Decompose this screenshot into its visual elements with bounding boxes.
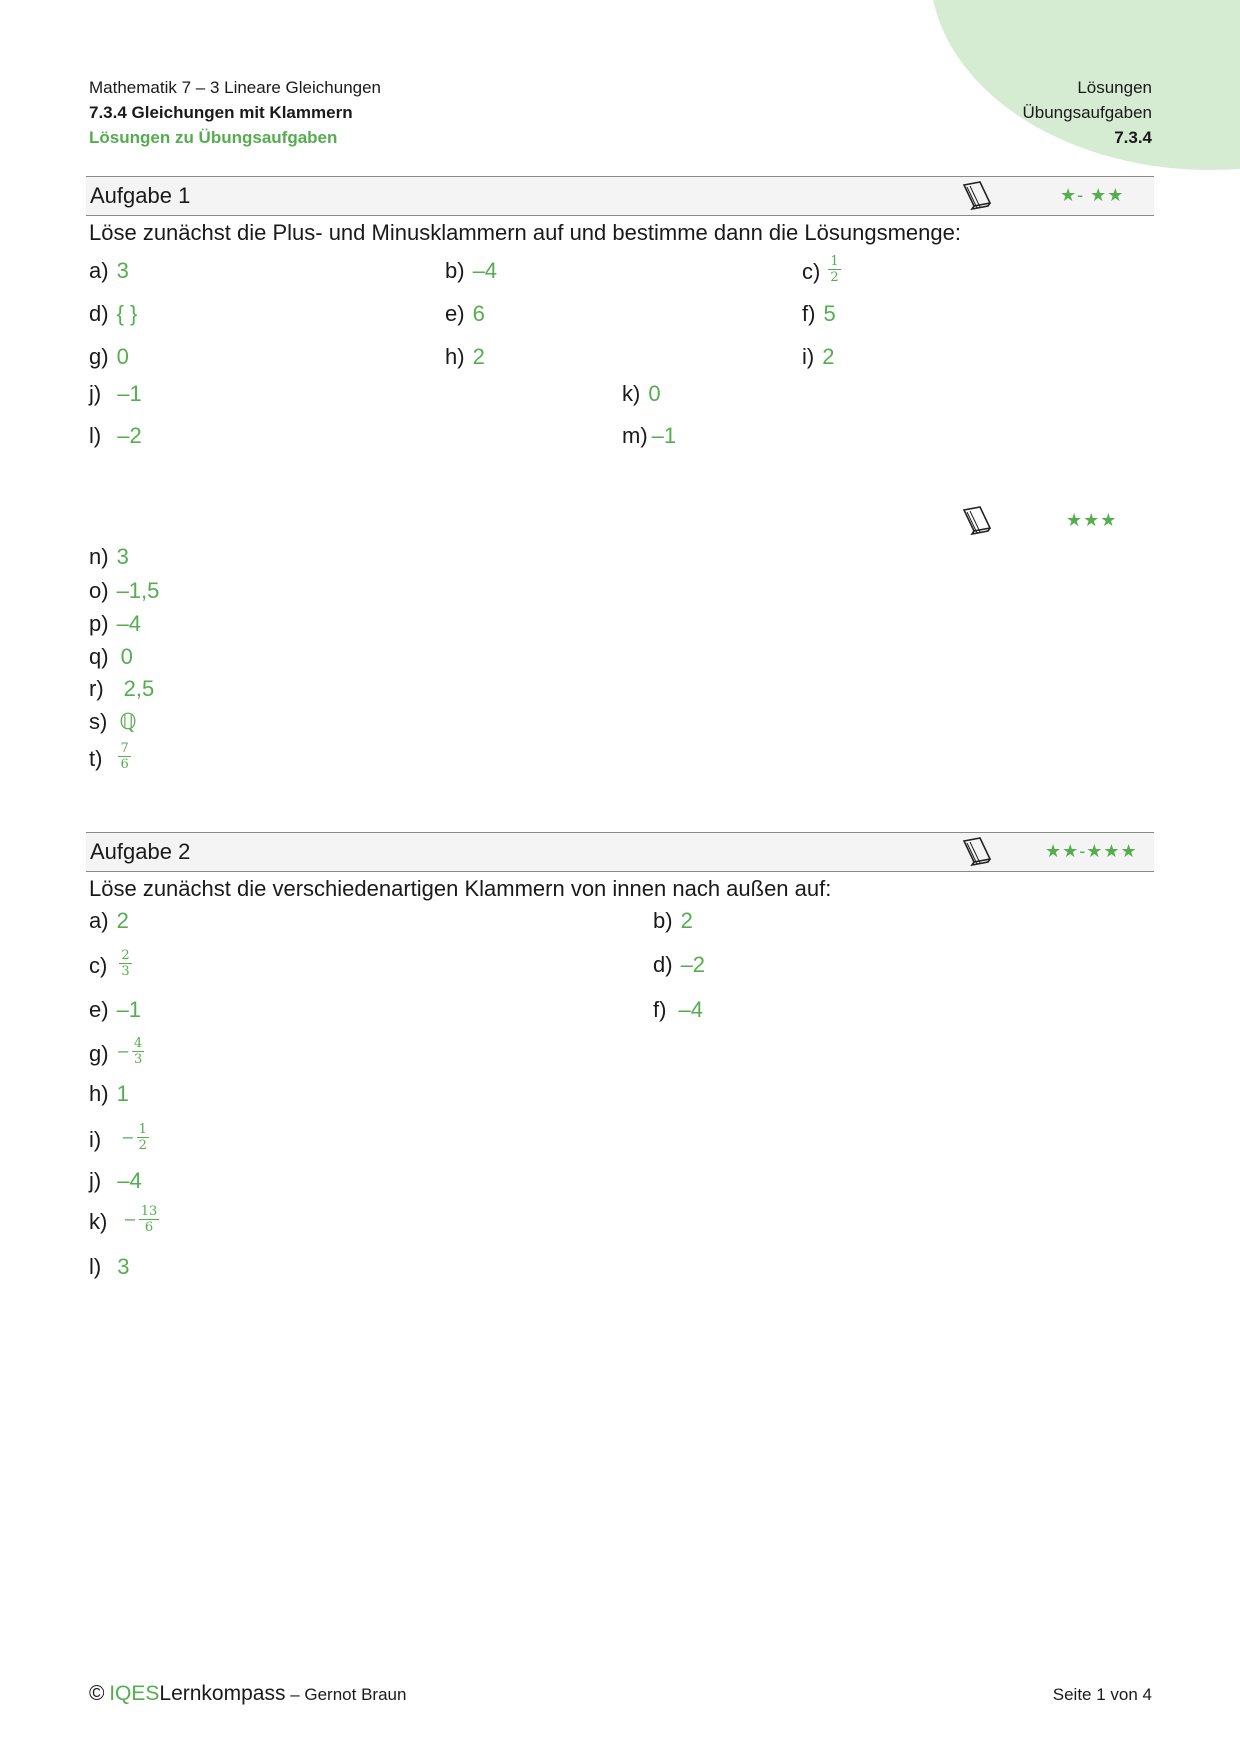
task1-difficulty-stars-2: ★★★ bbox=[1066, 510, 1118, 530]
book-icon bbox=[960, 835, 996, 869]
list-item: n) 3 bbox=[89, 544, 129, 569]
task2-title: Aufgabe 2 bbox=[90, 839, 191, 864]
list-item: j) –4 bbox=[89, 1168, 142, 1193]
header-left bbox=[89, 75, 381, 150]
list-item: b) 2 bbox=[653, 908, 693, 933]
book-icon bbox=[960, 504, 996, 538]
list-item: c) $\frac{2}{3}$ bbox=[89, 948, 130, 979]
list-item: k) 0 bbox=[622, 381, 661, 406]
list-item: i) 2 bbox=[802, 344, 835, 369]
list-item: m) –1 bbox=[622, 423, 677, 448]
list-item: e) 6 bbox=[445, 301, 485, 326]
list-item: g) − $\frac{4}{3}$ bbox=[89, 1036, 143, 1067]
book-icon bbox=[960, 179, 996, 213]
task2-difficulty-stars: ★★-★★★ bbox=[1045, 841, 1138, 861]
list-item: t) $\frac{7}{6}$ bbox=[89, 741, 129, 772]
footer-author: – Gernot Braun bbox=[290, 1685, 407, 1704]
copyright-symbol: © bbox=[89, 1682, 105, 1705]
page-subtitle: Lösungen zu Übungsaufgaben bbox=[89, 128, 338, 147]
list-item: j) –1 bbox=[89, 381, 142, 406]
fraction: $\frac{13}{6}$ bbox=[140, 1204, 158, 1235]
list-item: a) 3 bbox=[89, 258, 129, 283]
list-item: c) $\frac{1}{2}$ bbox=[802, 254, 839, 285]
list-item: e) –1 bbox=[89, 997, 142, 1022]
list-item: l) –2 bbox=[89, 423, 142, 448]
list-item: d) { } bbox=[89, 301, 138, 326]
list-item: p) –4 bbox=[89, 611, 142, 636]
brand-lernkompass: Lernkompass bbox=[159, 1682, 286, 1705]
page-number: Seite 1 von 4 bbox=[1052, 1685, 1152, 1704]
list-item: b) –4 bbox=[445, 258, 498, 283]
list-item: l) 3 bbox=[89, 1254, 130, 1279]
course-title: Mathematik 7 – 3 Lineare Gleichungen bbox=[89, 78, 382, 97]
section-title: 7.3.4 Gleichungen mit Klammern bbox=[89, 103, 353, 122]
list-item: a) 2 bbox=[89, 908, 129, 933]
list-item: i) − $\frac{1}{2}$ bbox=[89, 1122, 147, 1153]
list-item: d) –2 bbox=[653, 952, 706, 977]
list-item: k) − $\frac{13}{6}$ bbox=[89, 1204, 158, 1235]
task1-instruction: Löse zunächst die Plus- und Minusklammern auf und bestimme dann die Lösungsmenge: bbox=[89, 220, 961, 245]
list-item: s) ℚ bbox=[89, 709, 137, 734]
header-right-line3: 7.3.4 bbox=[1114, 128, 1152, 147]
list-item: h) 1 bbox=[89, 1081, 129, 1106]
fraction: $\frac{1}{2}$ bbox=[138, 1122, 147, 1153]
footer-left bbox=[89, 1682, 406, 1706]
fraction: $\frac{7}{6}$ bbox=[120, 741, 129, 772]
list-item: r) 2,5 bbox=[89, 676, 155, 701]
header-right bbox=[1022, 75, 1152, 150]
list-item: f) 5 bbox=[802, 301, 836, 326]
list-item: q) 0 bbox=[89, 644, 133, 669]
list-item: f) –4 bbox=[653, 997, 703, 1022]
brand-iqes: IQES bbox=[109, 1682, 160, 1705]
task1-difficulty-stars: ★- ★★ bbox=[1060, 185, 1125, 205]
list-item: h) 2 bbox=[445, 344, 485, 369]
task2-instruction: Löse zunächst die verschiedenartigen Klammern von innen nach außen auf: bbox=[89, 876, 832, 901]
fraction: $\frac{1}{2}$ bbox=[830, 254, 839, 285]
fraction: $\frac{4}{3}$ bbox=[133, 1036, 143, 1067]
list-item: g) 0 bbox=[89, 344, 129, 369]
list-item: o) –1,5 bbox=[89, 578, 160, 603]
task1-title: Aufgabe 1 bbox=[90, 183, 191, 208]
header-right-line2: Übungsaufgaben bbox=[1022, 103, 1152, 122]
header-right-line1: Lösungen bbox=[1077, 78, 1152, 97]
fraction: $\frac{2}{3}$ bbox=[121, 948, 130, 979]
